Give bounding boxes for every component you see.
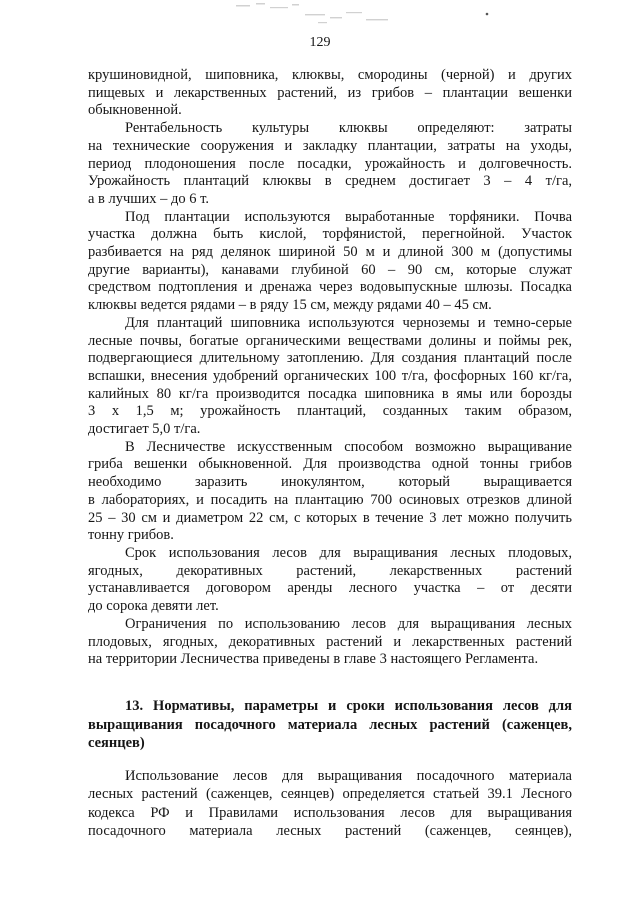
body-paragraph (88, 616, 572, 669)
paragraph-line: В Лесничестве искусственным способом возможно выращивание (125, 438, 572, 455)
paragraph-line: крушиновидной, шиповника, клюквы, смородины (черной) и других (88, 67, 572, 83)
body-paragraph (88, 545, 572, 616)
paragraph-line: разбивается на ряд делянок шириной 50 м и длиной 300 м (допустимы (88, 244, 572, 261)
paragraph-line: обыкновенной. (88, 102, 182, 119)
paragraph-line: плодовых, ягодных, декоративных растений и лекарственных растений (88, 633, 572, 650)
paragraph-line: лесные почвы, богатые органическими веществами долины и поймы рек, (88, 332, 572, 349)
paragraph-line: участка должна быть кислой, торфянистой, перегнойной. Участок (88, 226, 572, 243)
paragraph-line: Под плантации используются выработанные торфяники. Почва (125, 208, 572, 225)
paragraph-line: другие варианты), канавами глубиной 60 – 90 см, которые служат (88, 261, 572, 278)
paragraph-line: на территории Лесничества приведены в главе 3 настоящего Регламента. (88, 651, 539, 668)
paragraph-line: кодекса РФ и Правилами использования лесов для выращивания (88, 804, 572, 821)
body-paragraph (88, 439, 572, 545)
paragraph-line: 25 – 30 см и диаметром 22 см, с которых в течение 3 лет можно получить (88, 509, 572, 526)
body-paragraph (88, 209, 572, 315)
paragraph-line: тонну грибов. (88, 527, 174, 544)
paragraph-line: до сорока девяти лет. (88, 598, 219, 615)
paragraph-line: калийных 80 кг/га производится посадка шиповника в ямы или борозды (88, 385, 572, 402)
heading-line: 13. Нормативы, параметры и сроки использования лесов для (125, 697, 572, 714)
paragraph-line: Для плантаций шиповника используются черноземы и темно-серые (125, 314, 572, 331)
paragraph-line: достигает 5,0 т/га. (88, 421, 201, 438)
body-paragraph (88, 120, 572, 209)
body-paragraph (88, 315, 572, 439)
paragraph-line: подвергающиеся длительному затоплению. Для создания плантаций после (88, 350, 572, 367)
paragraph-line: а в лучших – до 6 т. (88, 190, 209, 207)
heading-line: сеянцев) (88, 735, 145, 752)
paragraph-line: Урожайность плантаций клюквы в среднем достигает 3 – 4 т/га, (88, 173, 572, 190)
paragraph-line: Рентабельность культуры клюквы определяют: затраты (125, 120, 572, 137)
paragraph-line: на технические сооружения и закладку плантации, затраты на уходы, (88, 137, 572, 154)
paragraph-line: в лабораториях, и посадить на плантацию 700 осиновых отрезков длиной (88, 491, 572, 508)
page-number: 129 (309, 35, 331, 50)
paragraph-line: Ограничения по использованию лесов для выращивания лесных (125, 615, 572, 632)
paragraph-line: Срок использования лесов для выращивания лесных плодовых, (125, 544, 572, 561)
paragraph-line: средством подтопления и дренажа через водовыпускные шлюзы. Посадка (88, 279, 572, 296)
section-paragraph (88, 767, 572, 841)
text-column (88, 67, 572, 841)
paragraph-line: ягодных, декоративных растений, лекарственных растений (88, 562, 572, 579)
paragraph-line: период плодоношения после посадки, урожайность и долговечность. (88, 155, 572, 172)
body-paragraph (88, 67, 572, 120)
paragraph-line: пищевых и лекарственных растений, из грибов – плантации вешенки (88, 84, 572, 101)
paragraph-line: Использование лесов для выращивания посадочного материала (125, 767, 572, 784)
paragraph-line: лесных растений (саженцев, сеянцев) определяется статьей 39.1 Лесного (88, 786, 572, 803)
heading-line: выращивания посадочного материала лесных растений (саженцев, (88, 716, 572, 733)
paragraph-line: гриба вешенки обыкновенной. Для производства одной тонны грибов (88, 456, 572, 473)
paragraph-line: устанавливается договором аренды лесного участка – от десяти (88, 580, 572, 597)
section-heading (88, 697, 572, 753)
paragraph-line: посадочного материала лесных растений (саженцев, сеянцев), (88, 823, 572, 840)
paragraph-line: вспашки, внесения удобрений органических 100 т/га, фосфорных 160 кг/га, (88, 367, 572, 384)
paragraph-line: 3 х 1,5 м; урожайность плантаций, созданных таким образом, (88, 403, 572, 420)
paragraph-line: клюквы ведется рядами – в ряду 15 см, между рядами 40 – 45 см. (88, 297, 492, 314)
paragraph-line: необходимо заразить инокулянтом, который выращивается (88, 474, 572, 491)
